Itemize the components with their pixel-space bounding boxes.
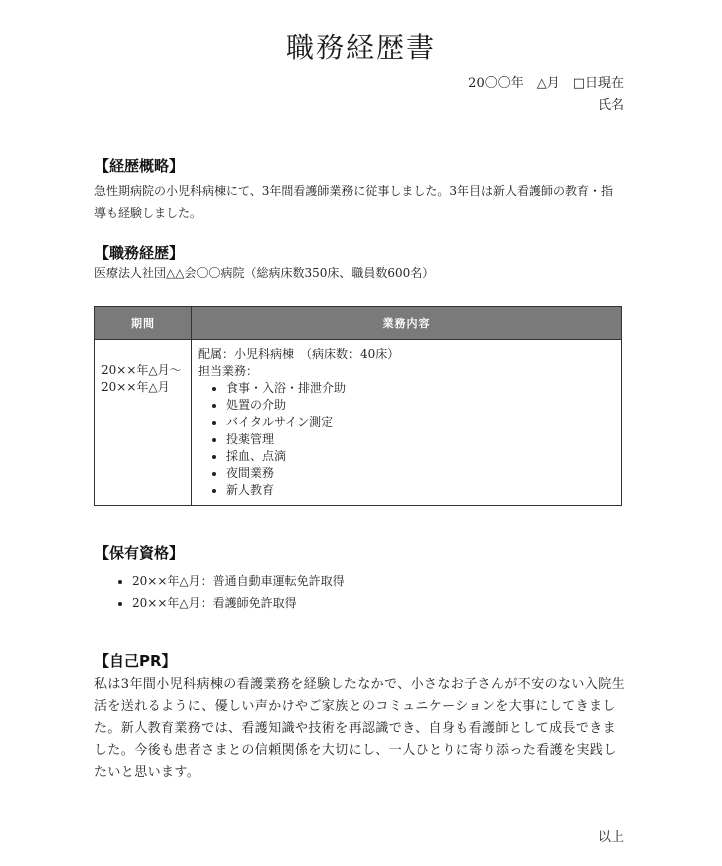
career-heading: 【職務経歴】	[94, 244, 185, 262]
summary-heading: 【経歴概略】	[94, 157, 185, 175]
duties-label: 担当業務：	[198, 364, 259, 378]
career-table	[94, 306, 622, 506]
table-header-row	[95, 307, 622, 340]
list-item: • 食事・入浴・排泄介助	[226, 380, 615, 397]
table-row	[95, 340, 622, 506]
summary-text: 急性期病院の小児科病棟にて、3年間看護師業務に従事しました。3年目は新人看護師の教育・指導も経験しました。	[94, 184, 614, 220]
list-item: • 20××年△月：看護師免許取得	[132, 592, 345, 614]
self-pr-heading: 【自己PR】	[94, 652, 177, 670]
assignment-text: 配属：小児科病棟 （病床数：40床）	[198, 347, 400, 361]
period-header: 期間	[95, 307, 192, 340]
qualifications-list	[94, 570, 345, 614]
duties-list	[198, 380, 615, 499]
duties-header: 業務内容	[192, 307, 622, 340]
duties-cell	[192, 340, 622, 506]
period-cell: 20××年△月～ 20××年△月	[95, 340, 192, 506]
list-item: • 夜間業務	[226, 465, 615, 482]
list-item: • バイタルサイン測定	[226, 414, 615, 431]
list-item: • 投薬管理	[226, 431, 615, 448]
list-item: • 処置の介助	[226, 397, 615, 414]
document-title: 職務経歴書	[285, 31, 436, 64]
self-pr-text: 私は3年間小児科病棟の看護業務を経験したなかで、小さなお子さんが不安のない入院生活を送れるように、優しい声かけやご家族とのコミュニケーションを大事にしてきました。新人教育業務では、看護知識や技術を再認識でき、自身も看護師として成長できました。今後も患者さまとの信頼関係を大切にし、一人ひとりに寄り添った看護を実践したいと思います。	[94, 677, 626, 780]
list-item: • 新人教育	[226, 482, 615, 499]
list-item: • 20××年△月：普通自動車運転免許取得	[132, 570, 345, 592]
list-item: • 採血、点滴	[226, 448, 615, 465]
date-line: 20〇〇年 △月 □日現在	[468, 76, 624, 91]
qualifications-heading: 【保有資格】	[94, 544, 185, 562]
name-label: 氏名	[597, 98, 624, 113]
employer-text: 医療法人社団△△会〇〇病院（総病床数350床、職員数600名）	[94, 266, 435, 280]
closing-text: 以上	[597, 830, 624, 845]
